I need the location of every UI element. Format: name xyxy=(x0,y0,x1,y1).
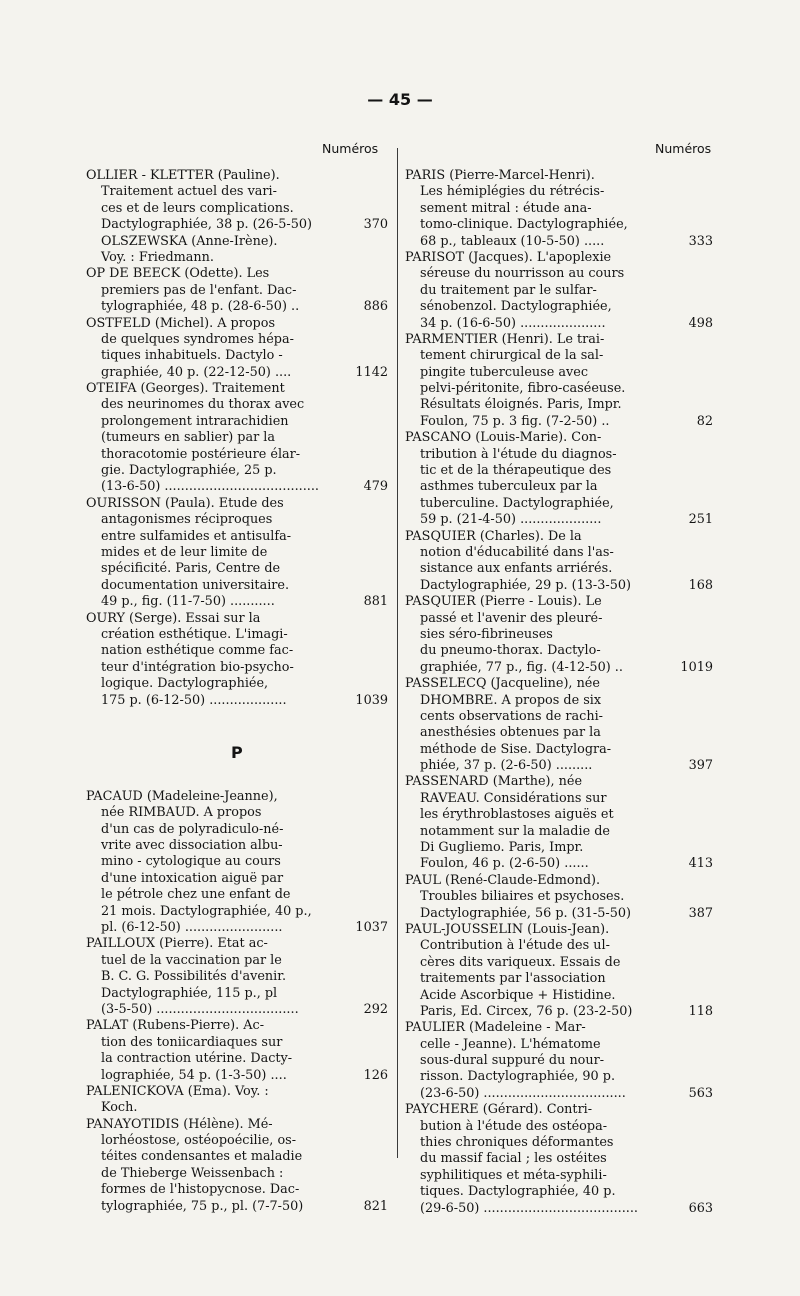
entry-line: lographiée, 54 p. (1-3-50) .... xyxy=(101,1067,287,1083)
column-divider xyxy=(397,148,398,1158)
entry-line: PAYCHERE (Gérard). Contri- xyxy=(405,1102,593,1118)
bibliography-entry xyxy=(86,1117,388,1215)
entry-line: PAUL-JOUSSELIN (Louis-Jean). xyxy=(405,921,610,937)
section-letter: P xyxy=(231,742,243,762)
entry-number: 886 xyxy=(360,299,388,315)
entry-line: pingite tuberculeuse avec xyxy=(420,364,588,380)
entry-line: de quelques syndromes hépa- xyxy=(101,331,294,347)
entry-number: 498 xyxy=(685,316,713,332)
entry-line: Voy. : Friedmann. xyxy=(101,249,214,265)
entry-line: phiée, 37 p. (2-6-50) ......... xyxy=(420,758,593,774)
entry-line: sies séro-fibrineuses xyxy=(420,626,553,642)
entry-line: RAVEAU. Considérations sur xyxy=(420,790,607,806)
entry-line: (tumeurs en sablier) par la xyxy=(101,430,276,446)
entry-line: OLLIER - KLETTER (Pauline). xyxy=(86,168,280,183)
entry-line: bution à l'étude des ostéopa- xyxy=(420,1118,608,1134)
entry-line: Résultats éloignés. Paris, Impr. xyxy=(420,397,622,413)
bibliography-entry xyxy=(405,676,713,774)
entry-line: sénobenzol. Dactylographiée, xyxy=(420,299,612,315)
entry-line: teur d'intégration bio-psycho- xyxy=(101,659,294,675)
entry-line: documentation universitaire. xyxy=(101,577,290,593)
entry-line: méthode de Sise. Dactylogra- xyxy=(420,741,612,757)
entry-line: notion d'éducabilité dans l'as- xyxy=(420,544,614,560)
entry-line: Koch. xyxy=(101,1100,138,1116)
entry-line: asthmes tuberculeux par la xyxy=(420,479,598,495)
entry-line: Traitement actuel des vari- xyxy=(101,184,277,200)
entry-line: sement mitral : étude ana- xyxy=(420,200,592,216)
entry-line: Troubles biliaires et psychoses. xyxy=(420,889,625,905)
entry-number: 413 xyxy=(685,856,713,872)
entry-line: Acide Ascorbique + Histidine. xyxy=(420,987,616,1003)
entry-number: 387 xyxy=(685,906,713,922)
entry-line: OLSZEWSKA (Anne-Irène). xyxy=(101,233,278,249)
entry-number: 563 xyxy=(685,1086,713,1102)
entry-line: tuberculine. Dactylographiée, xyxy=(420,495,614,511)
entry-line: traitements par l'association xyxy=(420,971,606,987)
bibliography-entry xyxy=(405,774,713,872)
entry-line: le pétrole chez une enfant de xyxy=(101,887,291,903)
bibliography-entry xyxy=(86,789,388,937)
entry-line: OSTFELD (Michel). A propos xyxy=(86,315,276,331)
entry-line: 59 p. (21-4-50) .................... xyxy=(420,512,602,528)
bibliography-entry xyxy=(405,430,713,528)
entry-line: OURY (Serge). Essai sur la xyxy=(86,610,261,626)
entry-line: syphilitiques et méta-syphili- xyxy=(420,1167,607,1183)
page-number: — 45 — xyxy=(367,90,433,109)
entry-line: Foulon, 75 p. 3 fig. (7-2-50) .. xyxy=(420,413,610,429)
entry-line: 175 p. (6-12-50) ................... xyxy=(101,692,287,708)
entry-line: téites condensantes et maladie xyxy=(101,1149,303,1165)
right-column xyxy=(405,168,713,1217)
entry-line: PASQUIER (Charles). De la xyxy=(405,528,582,544)
entry-line: pelvi-péritonite, fibro-caséeuse. xyxy=(420,381,626,397)
entry-line: 68 p., tableaux (10-5-50) ..... xyxy=(420,233,605,249)
entry-line: pl. (6-12-50) ........................ xyxy=(101,920,283,936)
entry-line: PARIS (Pierre-Marcel-Henri). xyxy=(405,168,595,183)
bibliography-entry xyxy=(405,250,713,332)
entry-line: Dactylographiée, 29 p. (13-3-50) xyxy=(420,577,631,593)
entry-line: des neurinomes du thorax avec xyxy=(101,397,305,413)
entry-line: du traitement par le sulfar- xyxy=(420,282,597,298)
entry-line: prolongement intrarachidien xyxy=(101,413,289,429)
entry-line: PASSENARD (Marthe), née xyxy=(405,774,583,790)
entry-number: 251 xyxy=(685,512,713,528)
bibliography-entry xyxy=(405,332,713,430)
entry-line: OP DE BEECK (Odette). Les xyxy=(86,266,270,282)
bibliography-entry xyxy=(86,381,388,496)
entry-line: notamment sur la maladie de xyxy=(420,823,610,839)
entry-line: tuel de la vaccination par le xyxy=(101,952,282,968)
entry-line: les érythroblastoses aiguës et xyxy=(420,807,614,823)
entry-line: graphiée, 77 p., fig. (4-12-50) .. xyxy=(420,659,623,675)
entry-line: spécificité. Paris, Centre de xyxy=(101,561,281,577)
entry-line: la contraction utérine. Dacty- xyxy=(101,1051,293,1067)
entry-line: PARMENTIER (Henri). Le trai- xyxy=(405,331,605,347)
entry-line: (23-6-50) ................................... xyxy=(420,1085,626,1101)
entry-line: PANAYOTIDIS (Hélène). Mé- xyxy=(86,1116,273,1132)
entry-line: Paris, Ed. Circex, 76 p. (23-2-50) xyxy=(420,1003,633,1019)
entry-line: tement chirurgical de la sal- xyxy=(420,348,604,364)
entry-number: 1142 xyxy=(351,365,388,381)
entry-line: mino - cytologique au cours xyxy=(101,854,281,870)
entry-number: 333 xyxy=(685,234,713,250)
bibliography-entry xyxy=(86,168,388,266)
entry-line: celle - Jeanne). L'hématome xyxy=(420,1036,601,1052)
entry-line: (13-6-50) ...................................... xyxy=(101,479,319,495)
entry-line: tiques. Dactylographiée, 40 p. xyxy=(420,1184,616,1200)
bibliography-entry xyxy=(86,1084,388,1117)
entry-line: vrite avec dissociation albu- xyxy=(101,838,283,854)
entry-line: Les hémiplégies du rétrécis- xyxy=(420,184,605,200)
entry-line: tylographiée, 75 p., pl. (7-7-50) xyxy=(101,1198,304,1214)
entry-number: 821 xyxy=(360,1199,388,1215)
entry-line: (29-6-50) ...................................... xyxy=(420,1200,638,1216)
entry-line: PACAUD (Madeleine-Jeanne), xyxy=(86,788,278,804)
bibliography-entry xyxy=(86,1018,388,1084)
entry-line: Contribution à l'étude des ul- xyxy=(420,938,610,954)
bibliography-entry xyxy=(405,594,713,676)
entry-line: PAULIER (Madeleine - Mar- xyxy=(405,1020,586,1036)
bibliography-entry xyxy=(405,529,713,595)
entry-number: 370 xyxy=(360,217,388,233)
bibliography-entry xyxy=(86,611,388,709)
entry-line: tomo-clinique. Dactylographiée, xyxy=(420,217,628,233)
entry-line: DHOMBRE. A propos de six xyxy=(420,692,602,708)
entry-line: Foulon, 46 p. (2-6-50) ...... xyxy=(420,856,589,872)
numeros-header-right: Numéros xyxy=(655,141,712,156)
entry-line: thoracotomie postérieure élar- xyxy=(101,446,301,462)
entry-line: PAUL (René-Claude-Edmond). xyxy=(405,872,601,888)
bibliography-entry xyxy=(86,936,388,1018)
entry-number: 168 xyxy=(685,578,713,594)
entry-line: (3-5-50) ................................... xyxy=(101,1001,299,1017)
entry-line: sistance aux enfants arriérés. xyxy=(420,561,613,577)
entry-line: création esthétique. L'imagi- xyxy=(101,626,288,642)
entry-line: du pneumo-thorax. Dactylo- xyxy=(420,643,601,659)
entry-number: 118 xyxy=(685,1004,713,1020)
numeros-header-left: Numéros xyxy=(322,141,379,156)
entry-line: PALAT (Rubens-Pierre). Ac- xyxy=(86,1018,265,1034)
entry-line: B. C. G. Possibilités d'avenir. xyxy=(101,969,287,985)
entry-number: 881 xyxy=(360,594,388,610)
entry-number: 126 xyxy=(360,1068,388,1084)
entry-line: formes de l'histopycnose. Dac- xyxy=(101,1182,300,1198)
entry-line: 34 p. (16-6-50) ..................... xyxy=(420,315,606,331)
entry-line: Dactylographiée, 115 p., pl xyxy=(101,985,278,1001)
entry-number: 663 xyxy=(685,1201,713,1217)
entry-line: Dactylographiée, 56 p. (31-5-50) xyxy=(420,905,631,921)
entry-number: 292 xyxy=(360,1002,388,1018)
entry-line: Di Gugliemo. Paris, Impr. xyxy=(420,840,584,856)
bibliography-entry xyxy=(405,1102,713,1217)
entry-line: 21 mois. Dactylographiée, 40 p., xyxy=(101,903,312,919)
bibliography-entry xyxy=(405,873,713,922)
entry-line: cères dits variqueux. Essais de xyxy=(420,954,621,970)
entry-line: PARISOT (Jacques). L'apoplexie xyxy=(405,249,612,265)
entry-line: risson. Dactylographiée, 90 p. xyxy=(420,1069,616,1085)
entry-number: 479 xyxy=(360,479,388,495)
entry-line: d'un cas de polyradiculo-né- xyxy=(101,821,284,837)
bibliography-entry xyxy=(86,266,388,315)
entry-line: de Thieberge Weissenbach : xyxy=(101,1165,284,1181)
bibliography-entry xyxy=(86,496,388,611)
entry-line: d'une intoxication aiguë par xyxy=(101,870,284,886)
entry-line: mides et de leur limite de xyxy=(101,544,268,560)
bibliography-entry xyxy=(405,922,713,1020)
entry-number: 82 xyxy=(693,414,713,430)
entry-line: antagonismes réciproques xyxy=(101,512,273,528)
entry-number: 1019 xyxy=(676,660,713,676)
entry-line: séreuse du nourrisson au cours xyxy=(420,266,625,282)
entry-line: du massif facial ; les ostéites xyxy=(420,1151,607,1167)
entry-line: premiers pas de l'enfant. Dac- xyxy=(101,282,297,298)
entry-line: Dactylographiée, 38 p. (26-5-50) xyxy=(101,217,312,233)
entry-line: OURISSON (Paula). Etude des xyxy=(86,495,284,511)
entry-line: PASCANO (Louis-Marie). Con- xyxy=(405,430,602,446)
entry-line: PASSELECQ (Jacqueline), née xyxy=(405,676,600,692)
entry-line: sous-dural suppuré du nour- xyxy=(420,1053,605,1069)
entry-line: logique. Dactylographiée, xyxy=(101,676,269,692)
entry-line: tion des toniicardiaques sur xyxy=(101,1034,283,1050)
entry-line: PAILLOUX (Pierre). Etat ac- xyxy=(86,936,268,952)
entry-number: 1039 xyxy=(351,693,388,709)
entry-line: ces et de leurs complications. xyxy=(101,200,294,216)
entry-line: née RIMBAUD. A propos xyxy=(101,805,262,821)
bibliography-entry xyxy=(86,316,388,382)
entry-line: anesthésies obtenues par la xyxy=(420,725,601,741)
entry-line: tribution à l'étude du diagnos- xyxy=(420,446,617,462)
bibliography-entry xyxy=(405,168,713,250)
entry-line: tylographiée, 48 p. (28-6-50) .. xyxy=(101,299,300,315)
entry-line: cents observations de rachi- xyxy=(420,708,603,724)
entry-line: OTEIFA (Georges). Traitement xyxy=(86,381,285,397)
left-column xyxy=(86,168,388,1215)
entry-number: 1037 xyxy=(351,920,388,936)
bibliography-entry xyxy=(405,1020,713,1102)
entry-line: tic et de la thérapeutique des xyxy=(420,463,612,479)
entry-line: gie. Dactylographiée, 25 p. xyxy=(101,463,277,479)
entry-line: PASQUIER (Pierre - Louis). Le xyxy=(405,594,602,610)
entry-line: graphiée, 40 p. (22-12-50) .... xyxy=(101,364,292,380)
entry-line: nation esthétique comme fac- xyxy=(101,643,294,659)
entry-line: lorhéostose, ostéopoécilie, os- xyxy=(101,1133,297,1149)
entry-line: entre sulfamides et antisulfa- xyxy=(101,528,292,544)
entry-number: 397 xyxy=(685,758,713,774)
entry-line: 49 p., fig. (11-7-50) ........... xyxy=(101,594,275,610)
entry-line: PALENICKOVA (Ema). Voy. : xyxy=(86,1083,269,1099)
entry-line: tiques inhabituels. Dactylo - xyxy=(101,348,283,364)
entry-line: passé et l'avenir des pleuré- xyxy=(420,610,603,626)
entry-line: thies chroniques déformantes xyxy=(420,1135,614,1151)
